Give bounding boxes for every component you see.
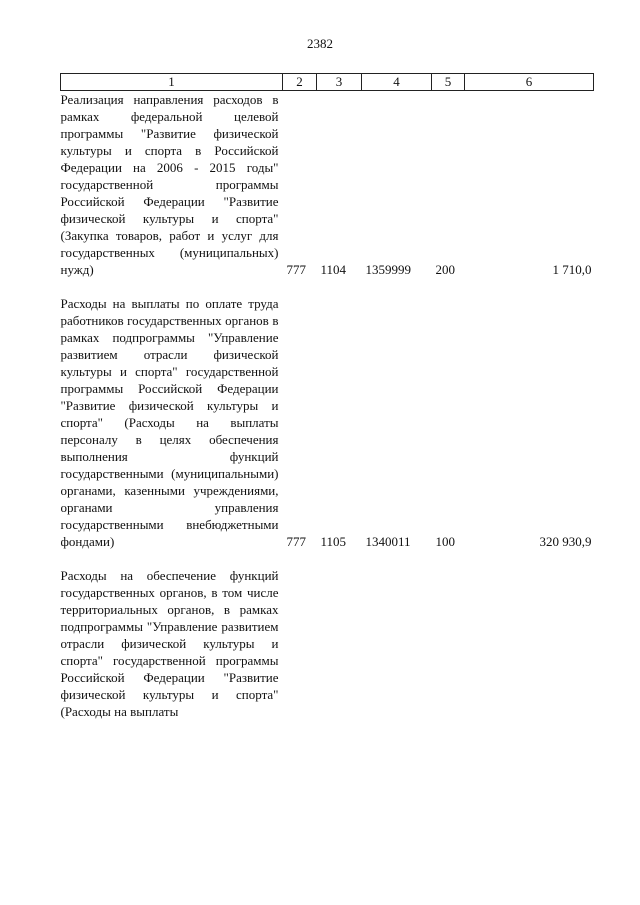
row-expense-type: [432, 567, 465, 720]
row-spacer: [61, 550, 594, 567]
row-spacer: [61, 278, 594, 295]
row-description: Расходы на обеспечение функций государственных органов, в том числе территориальных органов, в рамках подпрограммы "Управление развитием отрасли физической культуры и спорта" государственной программы Российской Федерации "Развитие физической культуры и спорта" (Расходы на выплаты: [60, 568, 279, 719]
budget-table: [60, 73, 594, 720]
row-ministry: 777: [286, 262, 306, 277]
row-amount: 320 930,9: [539, 534, 592, 549]
row-amount: [465, 567, 594, 720]
row-ministry: [283, 567, 317, 720]
row-expense-type: 200: [435, 262, 455, 277]
row-ministry: 777: [286, 534, 306, 549]
table-header: [61, 74, 594, 91]
page-number: 2382: [307, 36, 333, 51]
row-section: 1104: [320, 262, 347, 277]
table-row: [61, 567, 594, 720]
header-col-2: 2: [283, 74, 317, 91]
table-row: [61, 91, 594, 279]
row-target: 1359999: [365, 262, 411, 277]
row-section: [317, 567, 362, 720]
header-col-5: 5: [432, 74, 465, 91]
row-description: Расходы на выплаты по оплате труда работников государственных органов в рамках подпрограммы "Управление развитием отрасли физической культуры и спорта" государственной программы Российской Федерации "Развитие физической культуры и спорта" (Расходы на выплаты персоналу в целях обеспечения выполнения функций государственными (муниципальными) органами, казенными учреждениями, органами управления государственными внебюджетными фондами): [60, 296, 279, 549]
row-target: [362, 567, 432, 720]
row-amount: 1 710,0: [552, 262, 592, 277]
header-col-1: 1: [61, 74, 283, 91]
table-row: [61, 295, 594, 550]
header-row: [61, 74, 594, 91]
header-col-4: 4: [362, 74, 432, 91]
row-target: 1340011: [365, 534, 411, 549]
header-col-6: 6: [465, 74, 594, 91]
row-section: 1105: [320, 534, 347, 549]
row-expense-type: 100: [435, 534, 455, 549]
row-description: Реализация направления расходов в рамках федеральной целевой программы "Развитие физической культуры и спорта в Российской Федерации на 2006 - 2015 годы" государственной программы Российской Федерации "Развитие физической культуры и спорта" (Закупка товаров, работ и услуг для государственных (муниципальных) нужд): [60, 92, 279, 277]
header-col-3: 3: [317, 74, 362, 91]
table-body: [61, 91, 594, 721]
